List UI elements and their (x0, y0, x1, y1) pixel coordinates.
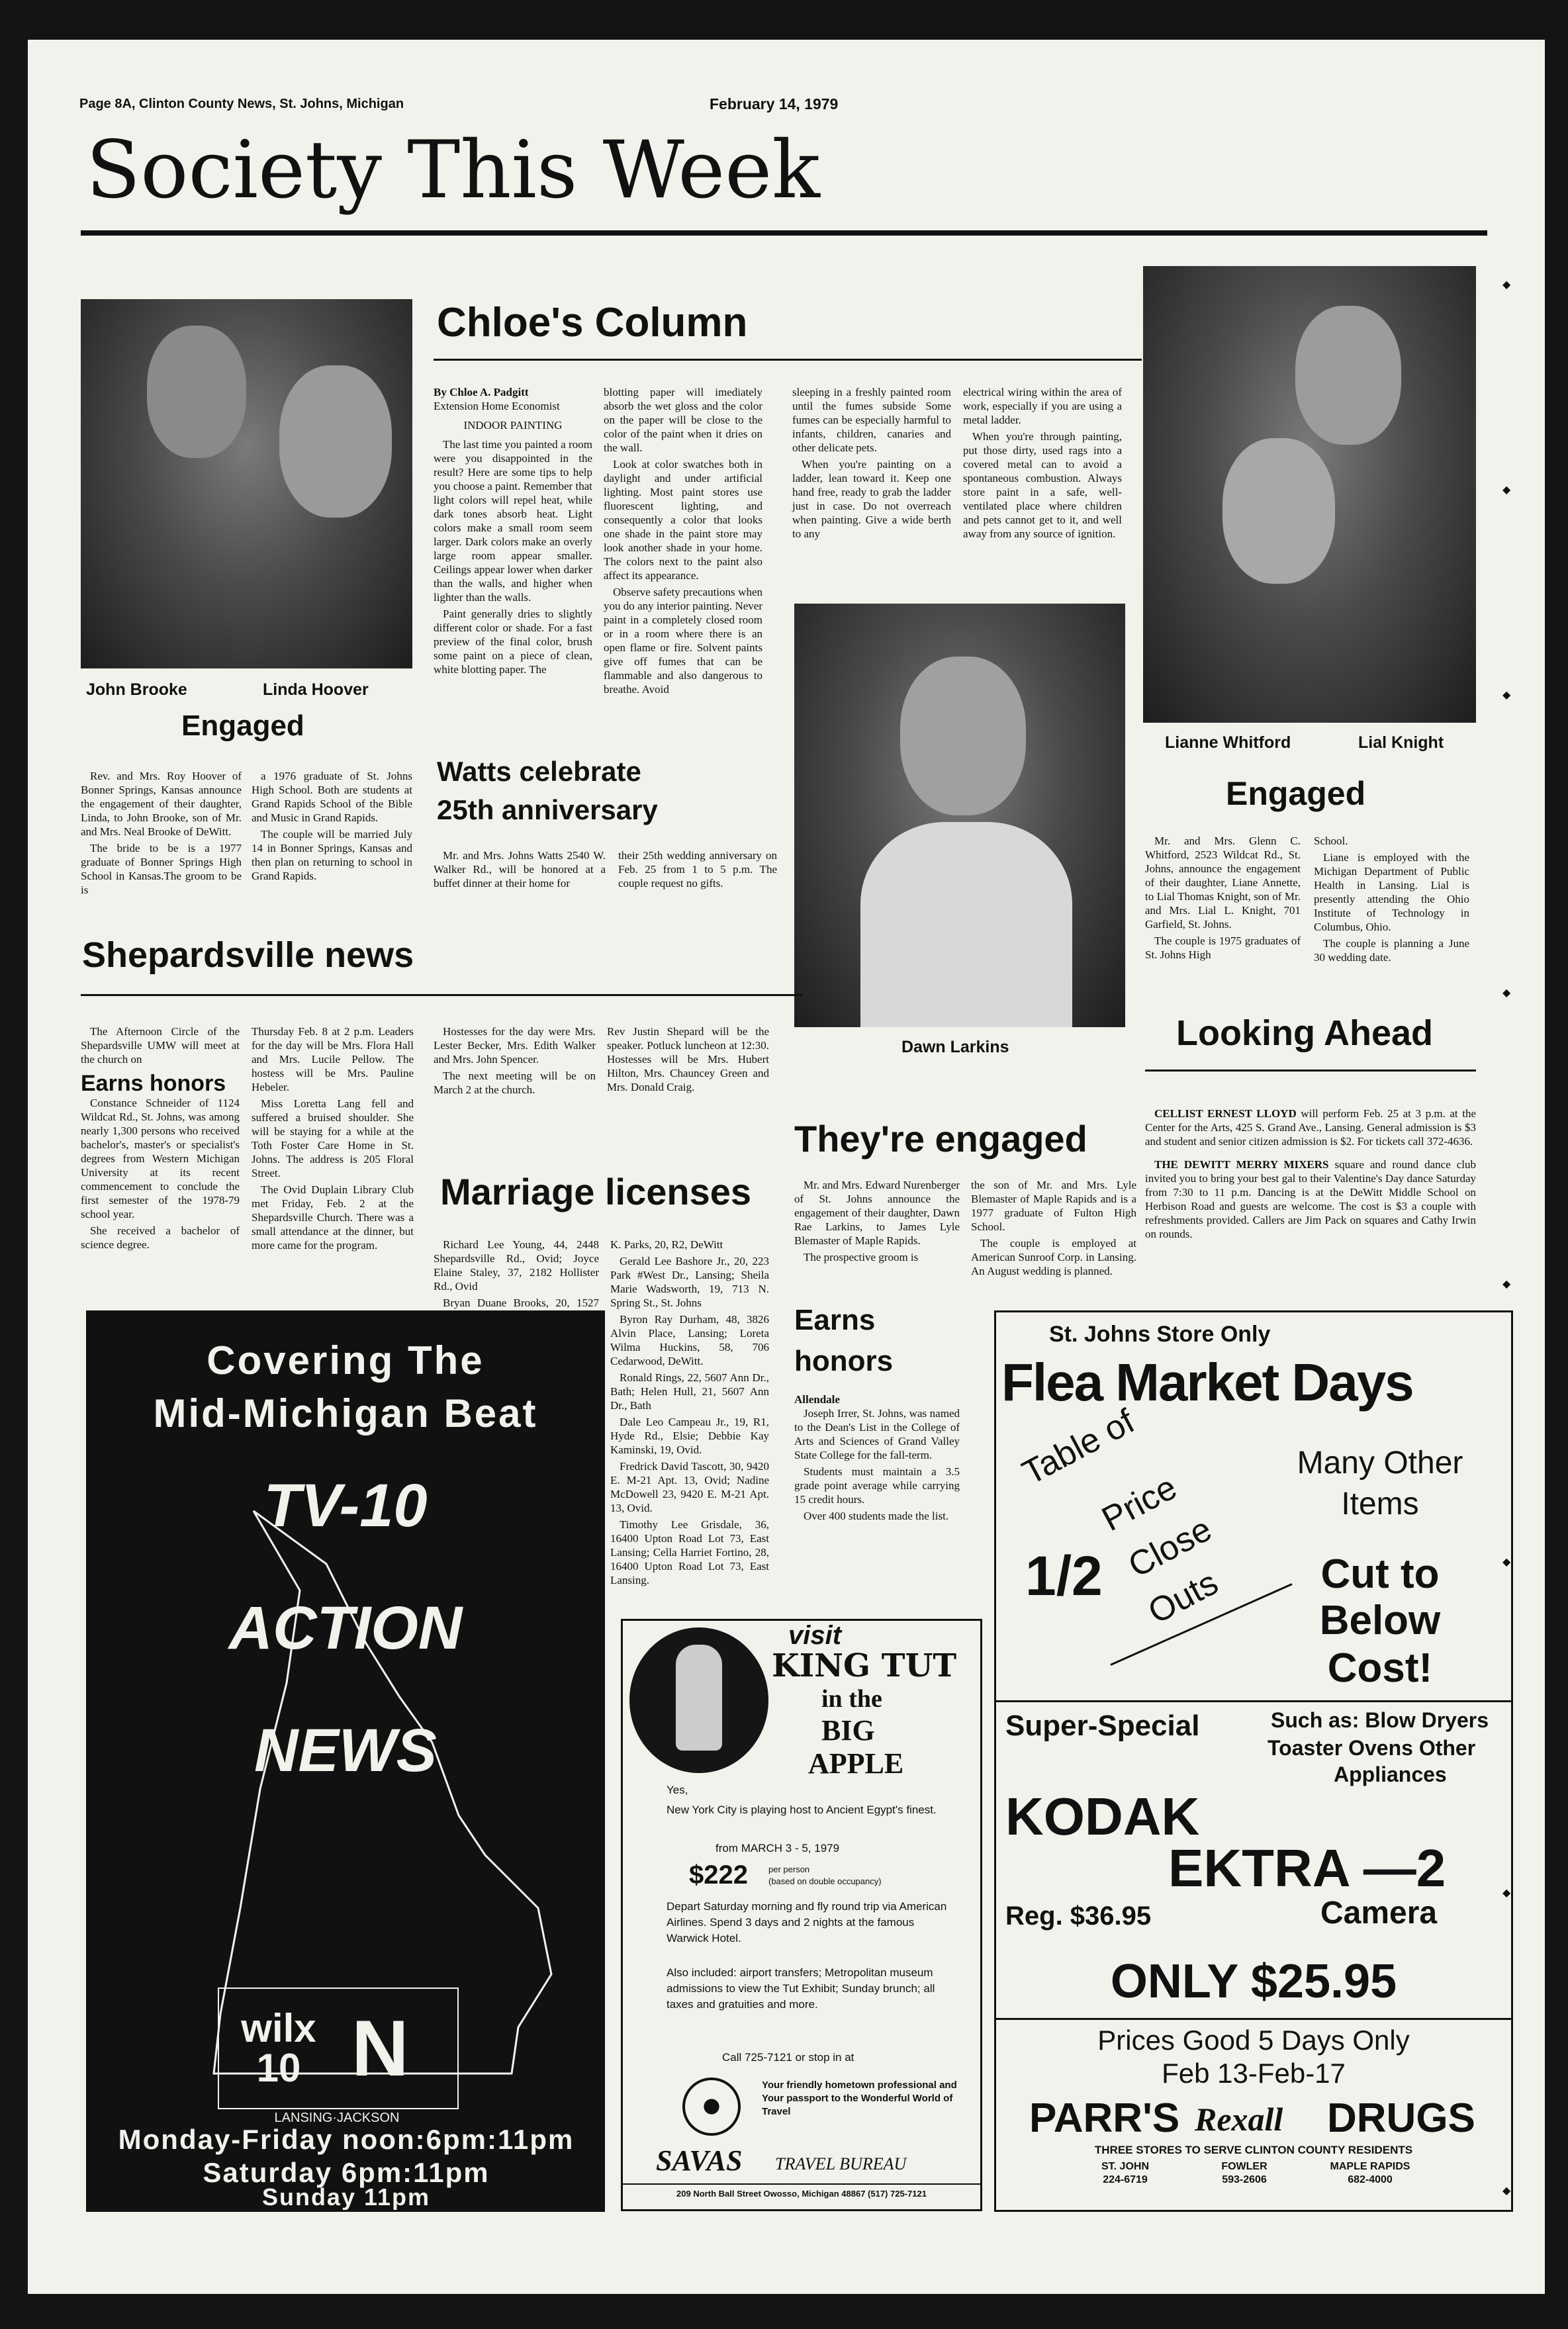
whitford-col-1: Mr. and Mrs. Glenn C. Whitford, 2523 Wildcat Rd., St. Johns, announce the engagement of their daughter, Liane Annette, to Lial Thomas Knight, son of Mr. and Mrs. Lial L. Knight, 701 Garfield, St. Johns. The couple is 1975 graduates of St. Johns High (1145, 835, 1301, 961)
binding-mark: ◆ (1502, 1886, 1511, 1899)
engaged-headline-2: Engaged (1226, 775, 1366, 812)
chloe-col-3: sleeping in a freshly painted room until the fumes subside Some fumes can be especially harmful to infants, children, canaries and other delicate pets. When you're painting on a ladder, lean toward it. Keep one hand free, ready to grab the ladder just in case. Do not overreach when painting. Give a wide berth to any (792, 386, 951, 540)
binding-mark: ◆ (1502, 2184, 1511, 2197)
tv-ad-schedule-3: Sunday 11pm (261, 2183, 431, 2211)
kodak-headline: KODAK (1005, 1787, 1200, 1846)
shepardsville-col-4: Rev Justin Shepard will be the speaker. Potluck luncheon at 12:30. Hostesses will be Mrs. Hubert Hilton, Mrs. Chauncey Green and Mrs. Donald Craig. (607, 1025, 769, 1093)
binding-mark: ◆ (1502, 986, 1511, 999)
tv10-ad (86, 1310, 605, 2212)
whitford-knight-photo (1143, 266, 1476, 723)
brooke-col-2: a 1976 graduate of St. Johns High School. Both are students at Grand Rapids School of the Bible and Music in Grand Rapids. The couple will be married July 14 in Bonner Springs, Kansas and then plan on returning to school in Grand Rapids. (252, 770, 412, 882)
looking-ahead-rule (1145, 1070, 1476, 1072)
masthead-rule (81, 230, 1487, 236)
tv-ad-schedule-2: Saturday 6pm:11pm (203, 2157, 490, 2188)
tv-ad-line-2: Mid-Michigan Beat (153, 1391, 538, 1436)
shepardsville-col-3: Hostesses for the day were Mrs. Lester Becker, Mrs. Edith Walker and Mrs. John Spencer. The next meeting will be on March 2 at the church. (434, 1025, 596, 1096)
looking-ahead-headline: Looking Ahead (1176, 1013, 1433, 1053)
chloe-col-2: blotting paper will imediately absorb the wet gloss and the color on the paper will be close to the color of the paint when it dries on the wall. Look at color swatches both in daylight and under artificial lighting. Most paint stores use fluorescent lighting, and consequently a color that looks one shade in the paint store may look another shade in your home. The colors next to the paint also affect its appearance. Observe safety precautions when you do any interior painting. Never paint in a completely closed room or in a room where there is an open flame or fire. Solvent paints give off fumes that can be flammable and also dangerous to breathe. Avoid (604, 386, 762, 696)
watts-headline-1: Watts celebrate (437, 756, 641, 787)
issue-date: February 14, 1979 (710, 95, 839, 113)
caption-john-brooke: John Brooke (86, 680, 187, 699)
column-rule (434, 359, 1142, 361)
watts-col-2: their 25th wedding anniversary on Feb. 25 from 1 to 5 p.m. The couple request no gifts. (618, 849, 777, 890)
shepardsville-col-1: The Afternoon Circle of the Shepardsville UMW will meet at the church on Earns honors Constance Schneider of 1124 Wildcat Rd., St. Johns, was among nearly 1,300 persons who received bachelor's, master's or specialist's degrees from Western Michigan University at its recent commencement to conclude the first semester of the 1978-79 school year. She received a bachelor of science degree. (81, 1025, 240, 1251)
marriage-col-1: Richard Lee Young, 44, 2448 Shepardsville Rd., Ovid; Joyce Elaine Staley, 37, 2182 Hollister Rd., Ovid Bryan Duane Brooks, 20, 1527 (434, 1238, 599, 1309)
marriage-licenses-headline: Marriage licenses (440, 1171, 752, 1212)
dawn-larkins-photo (794, 604, 1125, 1027)
parrs-drugs-ad: St. Johns Store Only Flea Market Days Table of Price 1/2 Close Outs Many Other Items Cut to Below Cost! Super-Special Such as: Blow Dryers Toaster Ovens Other Appliances KODAK EKTRA —2 Camera Reg. $36.95 ONLY $25.95 Prices Good 5 Days Only Feb 13-Feb-17 PARR'S Rexall DRUGS THREE STORES TO SERVE CLINTON COUNTY RESIDENTS ST. JOHN 224-6719 FOWLER 593-2606 MAPLE RAPIDS 682-4000 (994, 1310, 1513, 2212)
binding-mark: ◆ (1502, 688, 1511, 701)
caption-linda-hoover: Linda Hoover (263, 680, 369, 699)
earns-honors-body: Allendale Joseph Irrer, St. Johns, was named to the Dean's List in the College of Arts and Sciences of Grand Valley State College for the fall-term. Students must maintain a 3.5 grade point average while carrying 15 credit hours. Over 400 students made the list. (794, 1393, 960, 1522)
savas-logo: SAVAS (656, 2144, 743, 2177)
pharaoh-icon (676, 1645, 722, 1751)
binding-mark: ◆ (1502, 1277, 1511, 1290)
newspaper-page (28, 40, 1545, 2294)
chloe-col-4: electrical wiring within the area of work, especially if you are using a metal ladder. When you're through painting, put those dirty, used rags into a covered metal can to avoid a spontaneous combustion. Always store paint in a safe, well-ventilated place where children and pets cannot get to it, and well away from any source of ignition. (963, 386, 1122, 540)
caption-lial-knight: Lial Knight (1358, 733, 1444, 752)
marriage-col-2: K. Parks, 20, R2, DeWitt Gerald Lee Bashore Jr., 20, 223 Park #West Dr., Lansing; Sheila Marie Wadsworth, 19, 713 N. Spring St., St. Johns Byron Ray Durham, 48, 3826 Alvin Place, Lansing; Loreta Wilma Huckins, 58, 706 Cedarwood, DeWitt. Ronald Rings, 22, 5607 Ann Dr., Bath; Helen Hull, 21, 5607 Ann Dr., Bath Dale Leo Campeau Jr., 19, R1, Hyde Rd., Elsie; Debbie Kay Kaminski, 19, Ovid. Fredrick David Tascott, 30, 9420 E. M-21 Apt. 13, Ovid; Nadine McDowell 23, 9420 E. M-21 Apt. 13, Ovid. Timothy Lee Grisdale, 36, 16400 Upton Road Lot 73, East Lansing; Cella Harriet Fortino, 28, 16400 Upton Road Lot 73, East Lansing. (610, 1238, 769, 1586)
binding-mark: ◆ (1502, 483, 1511, 496)
section-rule (81, 994, 802, 996)
king-tut-ad: visit KING TUT in the BIG APPLE Yes, New York City is playing host to Ancient Egypt's finest. from MARCH 3 - 5, 1979 $222 per person (based on double occupancy) Depart Saturday morning and fly round trip via American Airlines. Spend 3 days and 2 nights at the famous Warwick Hotel. Also included: airport transfers; Metropolitan museum admissions to view the Tut Exhibit; Sunday brunch; all taxes and gratuities and more. Call 725-7121 or stop in at Your friendly hometown professional and Your passport to the Wonderful World of Travel SAVAS TRAVEL BUREAU 209 North Ball Street Owosso, Michigan 48867 (517) 725-7121 (621, 1619, 982, 2211)
page-line: Page 8A, Clinton County News, St. Johns, Michigan (79, 97, 404, 111)
shepardsville-col-2: Thursday Feb. 8 at 2 p.m. Leaders for the day will be Mrs. Flora Hall and Mrs. Lucile Pellow. The hostess will be Mrs. Pauline Hebeler. Miss Loretta Lang fell and suffered a bruised shoulder. She will be staying for a while at the Toth Foster Care Home in St. Johns. The address is 205 Floral Street. The Ovid Duplain Library Club met Friday, Feb. 2 at the Shepardsville Church. There was a small attendance at the dinner, but more came for the program. (252, 1025, 414, 1252)
earns-honors-headline: Earns honors (81, 1071, 226, 1096)
caption-lianne-whitford: Lianne Whitford (1165, 733, 1291, 752)
larkins-col-2: the son of Mr. and Mrs. Lyle Blemaster of Maple Rapids and is a 1977 graduate of Fulton High School. The couple is employed at American Sunroof Corp. in Lansing. An August wedding is planned. (971, 1179, 1136, 1277)
watts-headline-2: 25th anniversary (437, 794, 658, 825)
watts-col-1: Mr. and Mrs. Johns Watts 2540 W. Walker Rd., will be honored at a buffet dinner at their home for (434, 849, 606, 890)
shepardsville-headline: Shepardsville news (82, 935, 414, 975)
theyre-engaged-headline: They're engaged (794, 1118, 1087, 1160)
brooke-hoover-photo (81, 299, 412, 668)
wilx-logo: wilx 10 N (218, 1987, 459, 2109)
tv-ad-line-1: Covering The (207, 1338, 484, 1383)
caption-dawn-larkins: Dawn Larkins (901, 1038, 1009, 1056)
rexall-logo: Rexall (1195, 2101, 1283, 2138)
tv-ad-action: ACTION (228, 1594, 463, 1662)
tv-ad-city: LANSING·JACKSON (274, 2111, 400, 2125)
sale-price: ONLY $25.95 (1110, 1955, 1397, 2008)
tv-ad-tv10: TV-10 (263, 1472, 428, 1539)
flea-market-headline: Flea Market Days (1001, 1353, 1413, 1412)
earns-headline-1: Earns (794, 1304, 876, 1336)
larkins-col-1: Mr. and Mrs. Edward Nurenberger of St. Johns announce the engagement of their daughter, Dawn Rae Larkins, to James Lyle Blemaster of Maple Rapids. The prospective groom is (794, 1179, 960, 1263)
whitford-col-2: School. Liane is employed with the Michigan Department of Public Health in Lansing. Lial is presently attending the Ohio Institute of Technology in Columbus, Ohio. The couple is planning a June 30 wedding date. (1314, 835, 1469, 964)
binding-mark: ◆ (1502, 278, 1511, 291)
tv-ad-schedule-1: Monday-Friday noon:6pm:11pm (118, 2124, 575, 2155)
price: $222 (689, 1860, 748, 1890)
earns-headline-2: honors (794, 1345, 894, 1377)
compass-icon (682, 2078, 741, 2136)
looking-ahead-body: CELLIST ERNEST LLOYD will perform Feb. 25 at 3 p.m. at the Center for the Arts, 425 S. Grand Ave., Lansing. General admission is $3 and student and senior citizen admission is $2. For tickets call 372-4636. THE DEWITT MERRY MIXERS square and round dance club invited you to bring your best gal to their Valentine's Day dance Saturday from 7:30 to 11 p.m. Dancing is at the DeWitt Middle School on Herbison Road and guests are welcome. The cost is $3 a couple with refreshments provided. Callers are Jim Pack on squares and Cathy Irwin on rounds. (1145, 1107, 1477, 1240)
engaged-headline: Engaged (181, 709, 304, 742)
masthead-title: Society This Week (86, 124, 820, 216)
binding-mark: ◆ (1502, 1555, 1511, 1568)
chloe-col-1: By Chloe A. Padgitt Extension Home Economist INDOOR PAINTING The last time you painted a room were you disappointed in the result? Here are some tips to help you choose a paint. Remember that light colors will repel heat, while dark tones absorb heat. Light colors make a small room seem larger. Dark colors make an overly large room appear smaller. Ceilings appear lower when darker than the walls, and higher when lighter than the walls. Paint generally dries to slightly different color or shade. For a fast preview of the final color, brush some paint on a piece of clean, white blotting paper. The (434, 386, 592, 676)
brooke-col-1: Rev. and Mrs. Roy Hoover of Bonner Springs, Kansas announce the engagement of their daughter, Linda, to John Brooke, son of Mr. and Mrs. Neal Brooke of DeWitt. The bride to be is a 1977 graduate of Bonner Springs High School in Kansas.The groom to be is (81, 770, 242, 896)
tv-ad-news: NEWS (254, 1717, 437, 1784)
chloes-column-headline: Chloe's Column (437, 300, 748, 345)
